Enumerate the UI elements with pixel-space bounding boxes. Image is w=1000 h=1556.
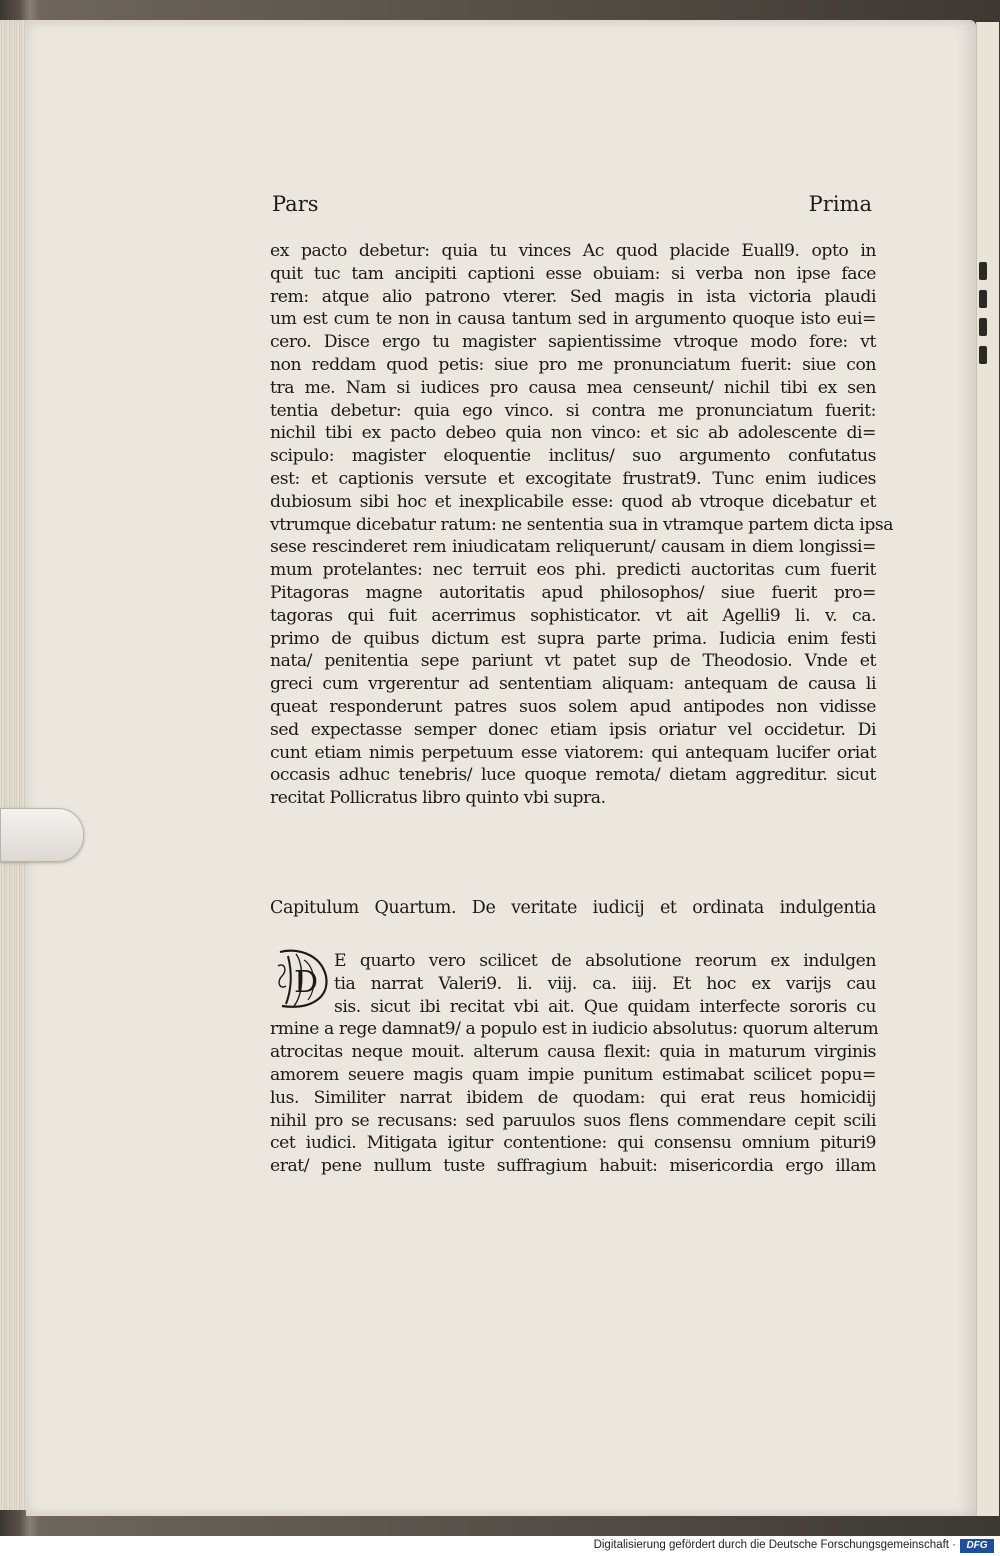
footer-bar xyxy=(0,1536,1000,1556)
running-head-right: Prima xyxy=(808,192,872,216)
edge-bleed-marks xyxy=(979,262,993,402)
text-line: queat responderunt patres suos solem apud antipodes non vidisse xyxy=(270,696,876,717)
text-line: erat/ pene nullum tuste suffragium habuit: misericordia ergo illam xyxy=(270,1156,876,1177)
running-head xyxy=(270,192,872,220)
edge-mark xyxy=(979,262,987,280)
initial-letter: D xyxy=(293,965,319,1000)
text-line: scipulo: magister eloquentie inclitus/ suo argumento confutatus xyxy=(270,446,876,467)
text-line: greci cum vrgerentur ad sententiam aliquam: antequam de causa li xyxy=(270,674,876,695)
text-line: recitat Pollicratus libro quinto vbi supra. xyxy=(270,788,606,809)
bookmark-tab xyxy=(0,808,84,862)
text-line: E quarto vero scilicet de absolutione reorum ex indulgen xyxy=(334,951,876,971)
text-line: dubiosum sibi hoc et inexplicabile esse: quod ab vtroque dicebatur et xyxy=(270,491,876,512)
text-line: vtrumque dicebatur ratum: ne sententia sua in vtramque partem dicta ipsa xyxy=(270,514,894,535)
text-line: nata/ penitentia sepe pariunt vt patet sup de Theodosio. Vnde et xyxy=(270,651,876,672)
text-line: rmine a rege damnat9/ a populo est in iudicio absolutus: quorum alterum xyxy=(270,1019,879,1040)
text-line: primo de quibus dictum est supra parte prima. Iudicia enim festi xyxy=(270,628,876,649)
edge-mark xyxy=(979,346,987,364)
chapter-heading: Capitulum Quartum. De veritate iudicij et ordinata indulgentia xyxy=(270,898,876,918)
right-page-edge xyxy=(976,22,999,1516)
text-line: sis. sicut ibi recitat vbi ait. Que quidam interfecte sororis cu xyxy=(334,996,876,1017)
text-line: Pitagoras magne autoritatis apud philosophos/ siue fuerit pro= xyxy=(270,582,876,603)
edge-mark xyxy=(979,318,987,336)
text-line: cero. Disce ergo tu magister sapientissime vtroque modo fore: vt xyxy=(270,332,876,353)
text-line: amorem seuere magis quam impie punitum estimabat scilicet popu= xyxy=(270,1064,876,1085)
text-line: tia narrat Valeri9. li. viij. ca. iiij. Et hoc ex varijs cau xyxy=(334,973,876,994)
text-line: nihil pro se recusans: sed paruulos suos flens commendare cepit scili xyxy=(270,1110,876,1131)
text-line: quit tuc tam ancipiti captioni esse obuiam: si verba non ipse face xyxy=(270,263,876,284)
text-line: nichil tibi ex pacto debeo quia non vinco: et sic ab adolescente di= xyxy=(270,423,876,444)
text-line: sese rescinderet rem iniudicatam reliquerunt/ causam in diem longissi= xyxy=(270,537,876,558)
paragraph-2 xyxy=(270,950,879,1178)
text-line: cet iudici. Mitigata igitur contentione: qui consensu omnium pituri9 xyxy=(270,1133,876,1154)
text-line: mum protelantes: nec terruit eos phi. predicti auctoritas cum fuerit xyxy=(270,560,876,581)
dfg-logo[interactable]: DFG xyxy=(960,1539,994,1553)
paragraph-1 xyxy=(270,240,894,810)
text-line: occasis adhuc tenebris/ luce quoque remota/ dietam aggreditur. sicut xyxy=(270,765,876,786)
text-line: rem: atque alio patrono vterer. Sed magis in ista victoria plaudi xyxy=(270,286,876,307)
edge-mark xyxy=(979,290,987,308)
text-line: tra me. Nam si iudices pro causa mea censeunt/ nichil tibi ex sen xyxy=(270,377,876,398)
text-line: tagoras qui fuit acerrimus sophisticator. vt ait Agelli9 li. v. ca. xyxy=(270,605,876,626)
text-line: cunt etiam nimis perpetuum esse viatorem: qui antequam lucifer oriat xyxy=(270,742,876,763)
text-line: non reddam quod petis: siue pro me pronunciatum fuerit: siue con xyxy=(270,354,876,375)
text-line: est: et captionis versute et excogitate frustrat9. Tunc enim iudices xyxy=(270,468,876,489)
text-line: sed expectasse semper donec etiam ipsis oriatur vel occidetur. Di xyxy=(270,719,876,740)
text-line: ex pacto debetur: quia tu vinces Ac quod placide Euall9. opto in xyxy=(270,241,876,261)
footer-credit: Digitalisierung gefördert durch die Deutsche Forschungsgemeinschaft · xyxy=(593,1539,956,1551)
text-line: tentia debetur: quia ego vinco. si contra me pronunciatum fuerit: xyxy=(270,400,876,421)
left-page-stack xyxy=(0,20,29,1510)
text-line: lus. Similiter narrat ibidem de quodam: qui erat reus homicidij xyxy=(270,1087,876,1108)
text-line: um est cum te non in causa tantum sed in argumento quoque isto eui= xyxy=(270,309,876,330)
text-line: atrocitas neque mouit. alterum causa flexit: quia in maturum virginis xyxy=(270,1042,876,1063)
running-head-left: Pars xyxy=(272,192,319,216)
